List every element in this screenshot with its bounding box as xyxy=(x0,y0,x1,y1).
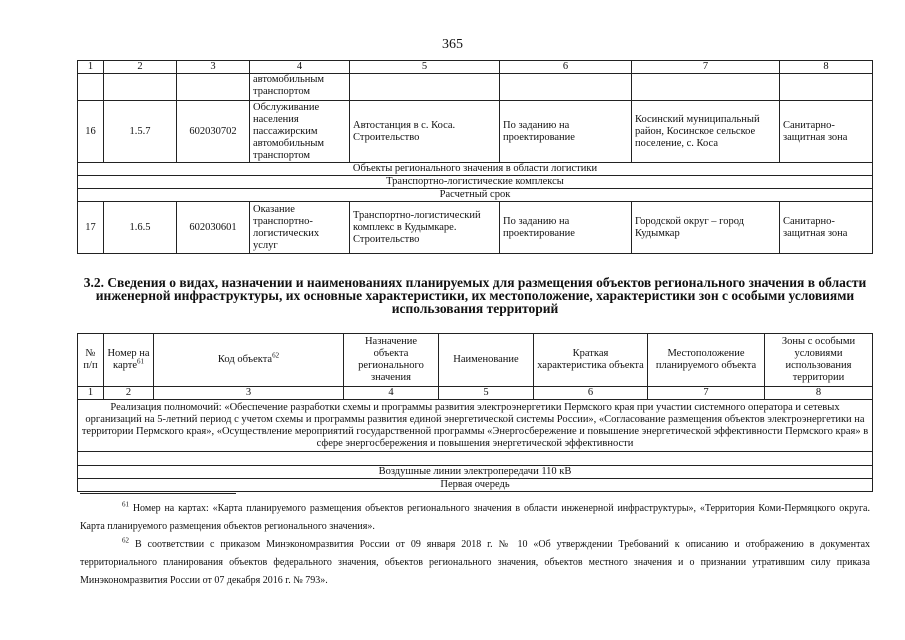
header-object-code-text: Код объекта xyxy=(217,354,273,365)
header-purpose: Назначение объекта регионального значения xyxy=(344,334,439,387)
column-number-row xyxy=(78,61,873,74)
characteristic-cell: По заданию на проектирование xyxy=(500,101,632,163)
col-number: 7 xyxy=(648,387,765,400)
col-number: 1 xyxy=(78,61,104,74)
header-name: Наименование xyxy=(439,334,534,387)
footnote-ref-62: 62 xyxy=(272,351,280,360)
empty-row xyxy=(78,452,873,466)
section-heading: 3.2. Сведения о видах, назначении и наименованиях планируемых для размещения объектов регионального значения в области инженерной инфраструктуры, их основные характеристики, их местоположение, характеристики зон с особыми условиями использования территорий xyxy=(83,275,867,316)
col-number: 6 xyxy=(534,387,648,400)
footnote-mark: 61 xyxy=(122,500,129,509)
footnote-mark: 62 xyxy=(122,536,129,545)
row-number-cell: 17 xyxy=(78,202,104,254)
col-number: 2 xyxy=(104,387,154,400)
page-number: 365 xyxy=(442,37,463,52)
header-location: Местоположение планируемого объекта xyxy=(648,334,765,387)
row-number-cell: 16 xyxy=(78,101,104,163)
group-row xyxy=(78,163,873,176)
col-number: 2 xyxy=(104,61,177,74)
footnote-61 xyxy=(80,500,870,536)
authority-text: Реализация полномочий: «Обеспечение разработки схемы и программы развития электроэнергетики Пермского края при участии системного оператора и сетевых организаций на 5-летний период с учетом схемы и программы развития единой энергетической системы России», «Согласование размещения объектов электроэнергетики на территории Пермского края», «Осуществление мероприятий государственной программы «Энергосбережение и повышение энергетической эффективности Пермского края» в сфере энергосбережения и повышения энергетической эффективности xyxy=(78,400,873,452)
col-number: 3 xyxy=(177,61,250,74)
object-code-cell: 602030702 xyxy=(177,101,250,163)
col-number: 7 xyxy=(632,61,780,74)
group-stage-label: Первая очередь xyxy=(78,479,873,492)
object-code-cell: 602030601 xyxy=(177,202,250,254)
col-number: 4 xyxy=(250,61,350,74)
group-row xyxy=(78,176,873,189)
group-area-label: Объекты регионального значения в области логистики xyxy=(78,163,873,176)
authority-row xyxy=(78,400,873,452)
table-row xyxy=(78,74,873,101)
header-map-number-text: Номер на карте xyxy=(107,348,150,371)
group-lines-label: Воздушные линии электропередачи 110 кВ xyxy=(78,466,873,479)
purpose-cell: автомобильным транспортом xyxy=(250,74,350,101)
table-row xyxy=(78,202,873,254)
header-row-number: № п/п xyxy=(78,334,104,387)
map-number-cell: 1.6.5 xyxy=(104,202,177,254)
group-row xyxy=(78,189,873,202)
name-cell: Транспортно-логистический комплекс в Кудымкаре. Строительство xyxy=(350,202,500,254)
objects-table-continued xyxy=(77,60,873,254)
group-term-label: Расчетный срок xyxy=(78,189,873,202)
footnote-text: В соответствии с приказом Минэкономразвития России от 09 января 2018 г. № 10 «Об утверждении Требований к описанию и отображению в документах территориального планирования объектов федерального значения, объектов регионального значения, объектов местного значения и о признании утратившим силу приказа Минэкономразвития России от 07 декабря 2016 г. № 793». xyxy=(80,539,871,586)
purpose-cell: Обслуживание населения пассажирским автомобильным транспортом xyxy=(250,101,350,163)
header-object-code xyxy=(154,334,344,387)
group-row xyxy=(78,452,873,466)
col-number: 3 xyxy=(154,387,344,400)
group-type-label: Транспортно-логистические комплексы xyxy=(78,176,873,189)
col-number: 5 xyxy=(350,61,500,74)
footnote-text: Номер на картах: «Карта планируемого размещения объектов регионального значения в области инженерной инфраструктуры», «Территория Коми-Пермяцкого округа. Карта планируемого размещения объектов регионального значения». xyxy=(80,503,870,532)
column-number-row xyxy=(78,387,873,400)
footnote-62 xyxy=(80,536,870,590)
table-row xyxy=(78,101,873,163)
col-number: 4 xyxy=(344,387,439,400)
col-number: 8 xyxy=(765,387,873,400)
header-map-number xyxy=(104,334,154,387)
purpose-cell: Оказание транспортно-логистических услуг xyxy=(250,202,350,254)
header-characteristic: Краткая характеристика объекта xyxy=(534,334,648,387)
map-number-cell: 1.5.7 xyxy=(104,101,177,163)
zones-cell: Санитарно-защитная зона xyxy=(780,202,873,254)
col-number: 8 xyxy=(780,61,873,74)
col-number: 5 xyxy=(439,387,534,400)
footnote-ref-61: 61 xyxy=(136,357,144,366)
col-number: 1 xyxy=(78,387,104,400)
location-cell: Косинский муниципальный район, Косинское сельское поселение, с. Коса xyxy=(632,101,780,163)
header-row xyxy=(78,334,873,387)
col-number: 6 xyxy=(500,61,632,74)
group-row xyxy=(78,479,873,492)
name-cell: Автостанция в с. Коса. Строительство xyxy=(350,101,500,163)
footnote-divider xyxy=(80,493,236,494)
header-zones: Зоны с особыми условиями использования территории xyxy=(765,334,873,387)
characteristic-cell: По заданию на проектирование xyxy=(500,202,632,254)
location-cell: Городской округ – город Кудымкар xyxy=(632,202,780,254)
group-row xyxy=(78,466,873,479)
footnotes xyxy=(80,500,870,590)
zones-cell: Санитарно-защитная зона xyxy=(780,101,873,163)
engineering-objects-table xyxy=(77,333,873,492)
